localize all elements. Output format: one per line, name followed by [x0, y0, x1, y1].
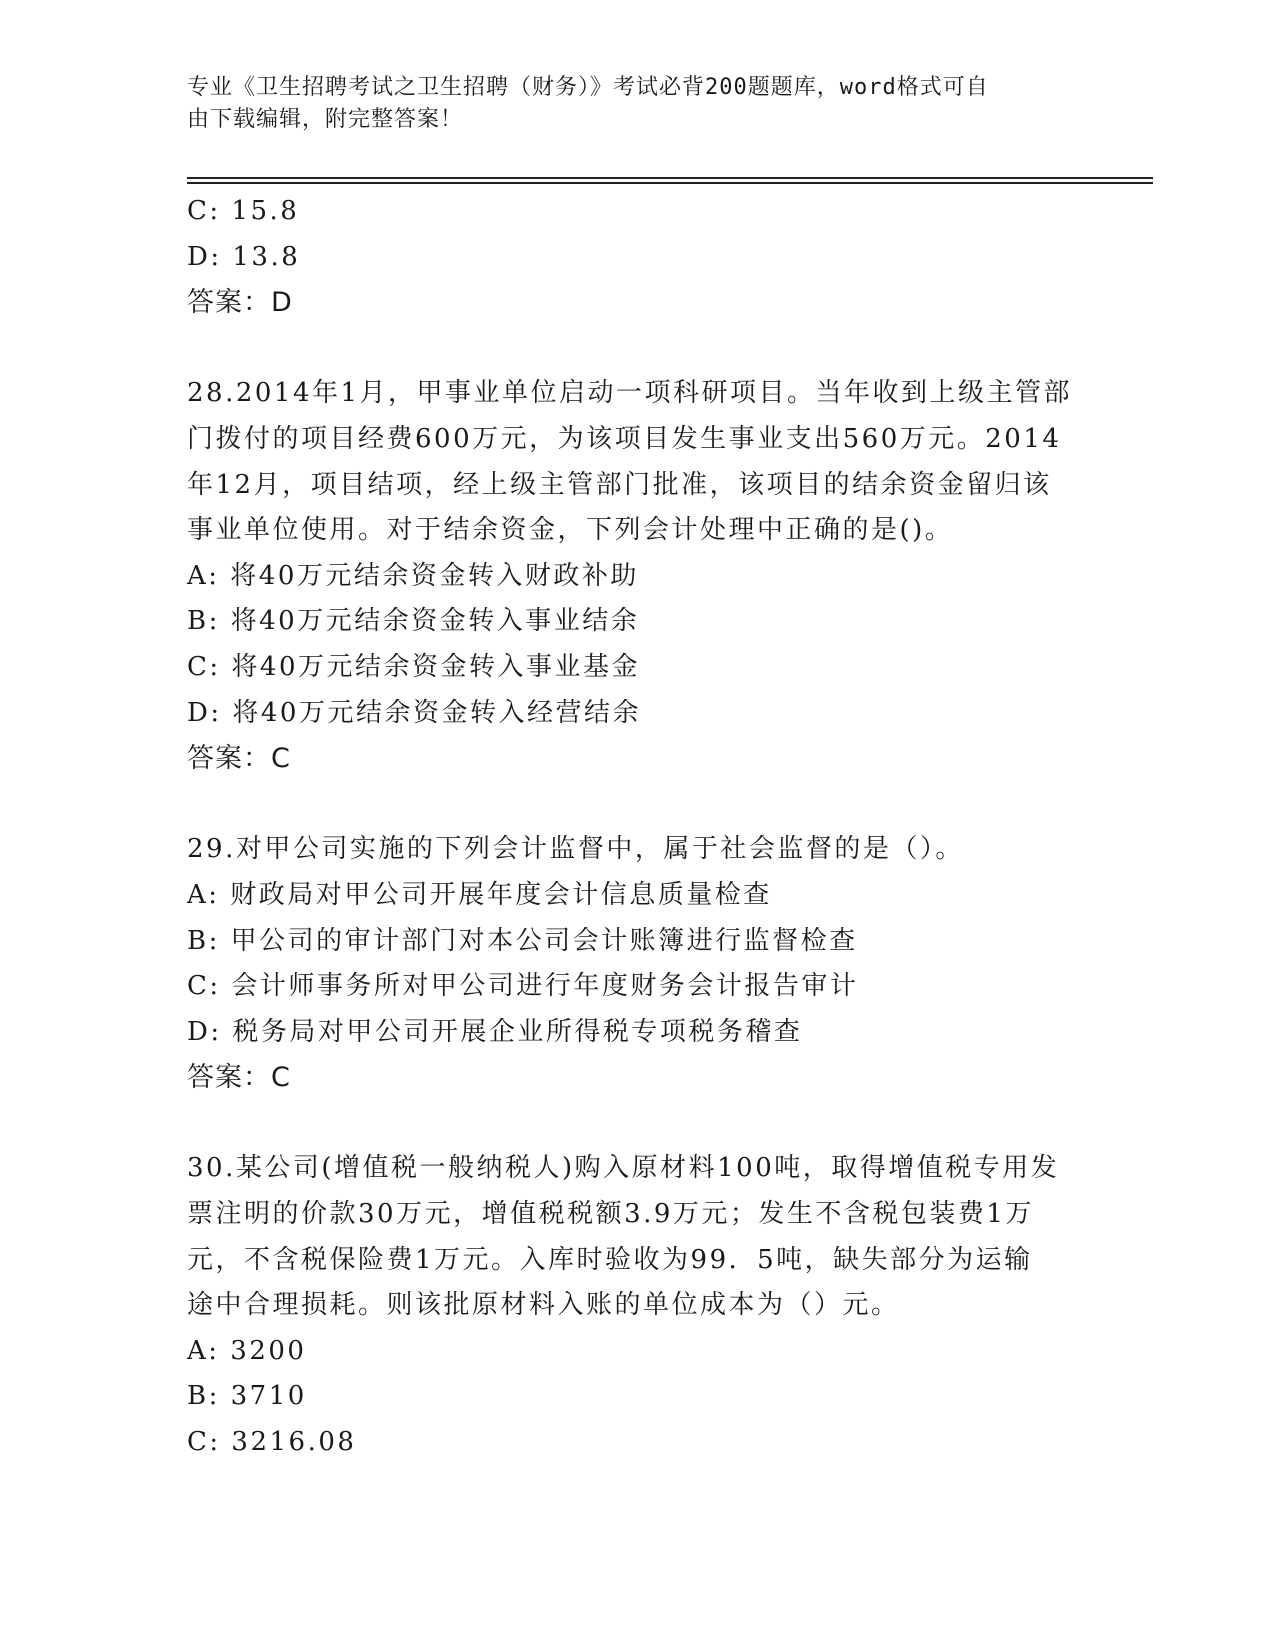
question-stem-line: 事业单位使用。对于结余资金，下列会计处理中正确的是()。: [187, 515, 954, 546]
document-header: [187, 72, 1067, 136]
question-stem-line: 票注明的价款30万元，增值税税额3.9万元；发生不含税包装费1万: [187, 1199, 1034, 1230]
question-30: [187, 1146, 1087, 1465]
question-stem-line: 29.对甲公司实施的下列会计监督中，属于社会监督的是（）。: [187, 834, 964, 865]
header-divider-bottom: [187, 182, 1153, 184]
option-d: D: 税务局对甲公司开展企业所得税专项税务稽查: [187, 1016, 803, 1047]
option-b: B: 甲公司的审计部门对本公司会计账簿进行监督检查: [187, 925, 858, 956]
header-line-2: 由下载编辑，附完整答案！: [187, 107, 464, 132]
question-stem-line: 28.2014年1月，甲事业单位启动一项科研项目。当年收到上级主管部: [187, 378, 1073, 409]
option-b: B: 3710: [187, 1381, 307, 1412]
question-stem-line: 30.某公司(增值税一般纳税人)购入原材料100吨，取得增值税专用发: [187, 1153, 1060, 1184]
answer: 答案：D: [187, 287, 293, 319]
option-c: C: 3216.08: [187, 1427, 357, 1458]
option-c: C: 15.8: [187, 196, 300, 226]
option-c: C: 会计师事务所对甲公司进行年度财务会计报告审计: [187, 971, 859, 1002]
spacer: [187, 1101, 1087, 1147]
question-stem-line: 元，不含税保险费1万元。入库时验收为99．5吨，缺失部分为运输: [187, 1244, 1033, 1275]
spacer: [187, 782, 1087, 828]
option-a: A: 将40万元结余资金转入财政补助: [187, 560, 639, 591]
option-d: D: 将40万元结余资金转入经营结余: [187, 697, 641, 728]
question-stem-line: 途中合理损耗。则该批原材料入账的单位成本为（）元。: [187, 1290, 900, 1321]
option-d: D: 13.8: [187, 241, 301, 272]
question-stem-line: 年12月，项目结项，经上级主管部门批准，该项目的结余资金留归该: [187, 469, 1052, 500]
option-a: A: 财政局对甲公司开展年度会计信息质量检查: [187, 879, 772, 910]
header-divider-top: [187, 177, 1153, 179]
option-c: C: 将40万元结余资金转入事业基金: [187, 651, 641, 682]
page-content: [187, 189, 1087, 1466]
header-line-1: 专业《卫生招聘考试之卫生招聘（财务）》考试必背200题题库，word格式可自: [187, 75, 989, 100]
option-b: B: 将40万元结余资金转入事业结余: [187, 606, 640, 637]
answer: 答案：C: [187, 1062, 291, 1094]
option-a: A: 3200: [187, 1335, 307, 1366]
question-stem-line: 门拨付的项目经费600万元，为该项目发生事业支出560万元。2014: [187, 423, 1062, 454]
answer: 答案：C: [187, 743, 291, 775]
question-28: [187, 371, 1087, 781]
spacer: [187, 326, 1087, 372]
question-29: [187, 827, 1087, 1101]
question-27-tail: [187, 189, 1087, 326]
